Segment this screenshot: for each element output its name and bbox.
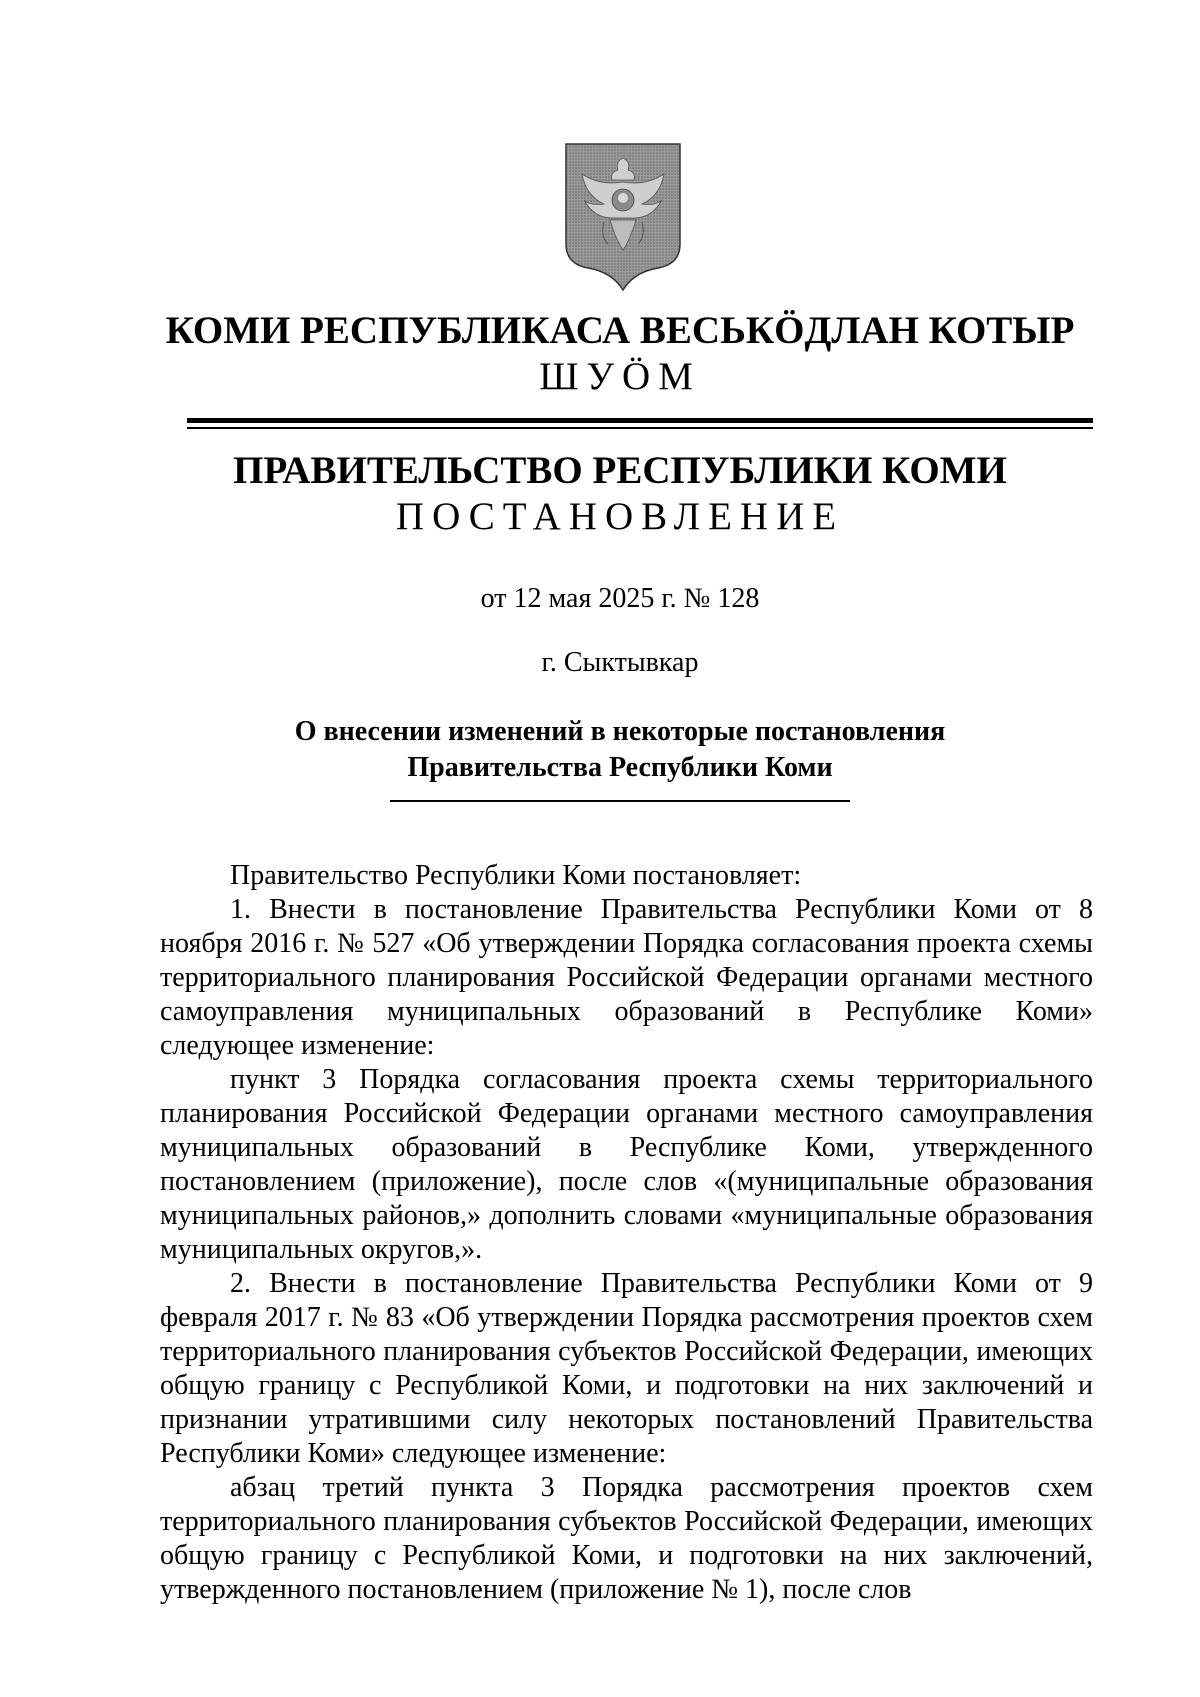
document-title-line-1: О внесении изменений в некоторые постановления — [294, 716, 946, 747]
date-and-number: от 12 мая 2025 г. № 128 — [480, 583, 760, 614]
komi-government-title: КОМИ РЕСПУБЛИКАСА ВЕСЬКӦДЛАН КОТЫР — [165, 309, 1075, 352]
body-paragraph: 1. Внести в постановление Правительства Республики Коми от 8 ноября 2016 г. № 527 «Об утверждении Порядка согласования проекта схемы территориального планирования Российской Федерации органами местного самоуправления муниципальных образований в Республике Коми» следующее изменение: — [160, 894, 1093, 1061]
header-divider-thin — [187, 427, 1093, 429]
document-title-line-2: Правительства Республики Коми — [407, 752, 833, 783]
komi-resolution-label: ШУӦМ — [539, 355, 701, 398]
title-underline — [390, 800, 850, 802]
resolution-label: ПОСТАНОВЛЕНИЕ — [395, 495, 845, 538]
body-paragraph: Правительство Республики Коми постановляет: — [230, 860, 802, 891]
komi-coat-of-arms-icon — [560, 140, 686, 292]
header-divider-thick — [187, 418, 1093, 423]
city: г. Сыктывкар — [541, 647, 699, 678]
russian-government-title: ПРАВИТЕЛЬСТВО РЕСПУБЛИКИ КОМИ — [233, 449, 1007, 492]
document-body — [160, 859, 1093, 1607]
body-paragraph: 2. Внести в постановление Правительства Республики Коми от 9 февраля 2017 г. № 83 «Об утверждении Порядка рассмотрения проектов схем территориального планирования субъектов Российской Федерации, имеющих общую границу с Республикой Коми, и подготовки на них заключений и признании утратившими силу некоторых постановлений Правительства Республики Коми» следующее изменение: — [160, 1268, 1093, 1469]
document-title — [0, 714, 1200, 786]
body-paragraph: пункт 3 Порядка согласования проекта схемы территориального планирования Российской Федерации органами местного самоуправления муниципальных образований в Республике Коми, утвержденного постановлением (приложение), после слов «(муниципальные образования муниципальных районов,» дополнить словами «муниципальные образования муниципальных округов,». — [160, 1064, 1093, 1265]
body-paragraph: абзац третий пункта 3 Порядка рассмотрения проектов схем территориального планирования субъектов Российской Федерации, имеющих общую границу с Республикой Коми, и подготовки на них заключений, утвержденного постановлением (приложение № 1), после слов — [160, 1472, 1093, 1605]
